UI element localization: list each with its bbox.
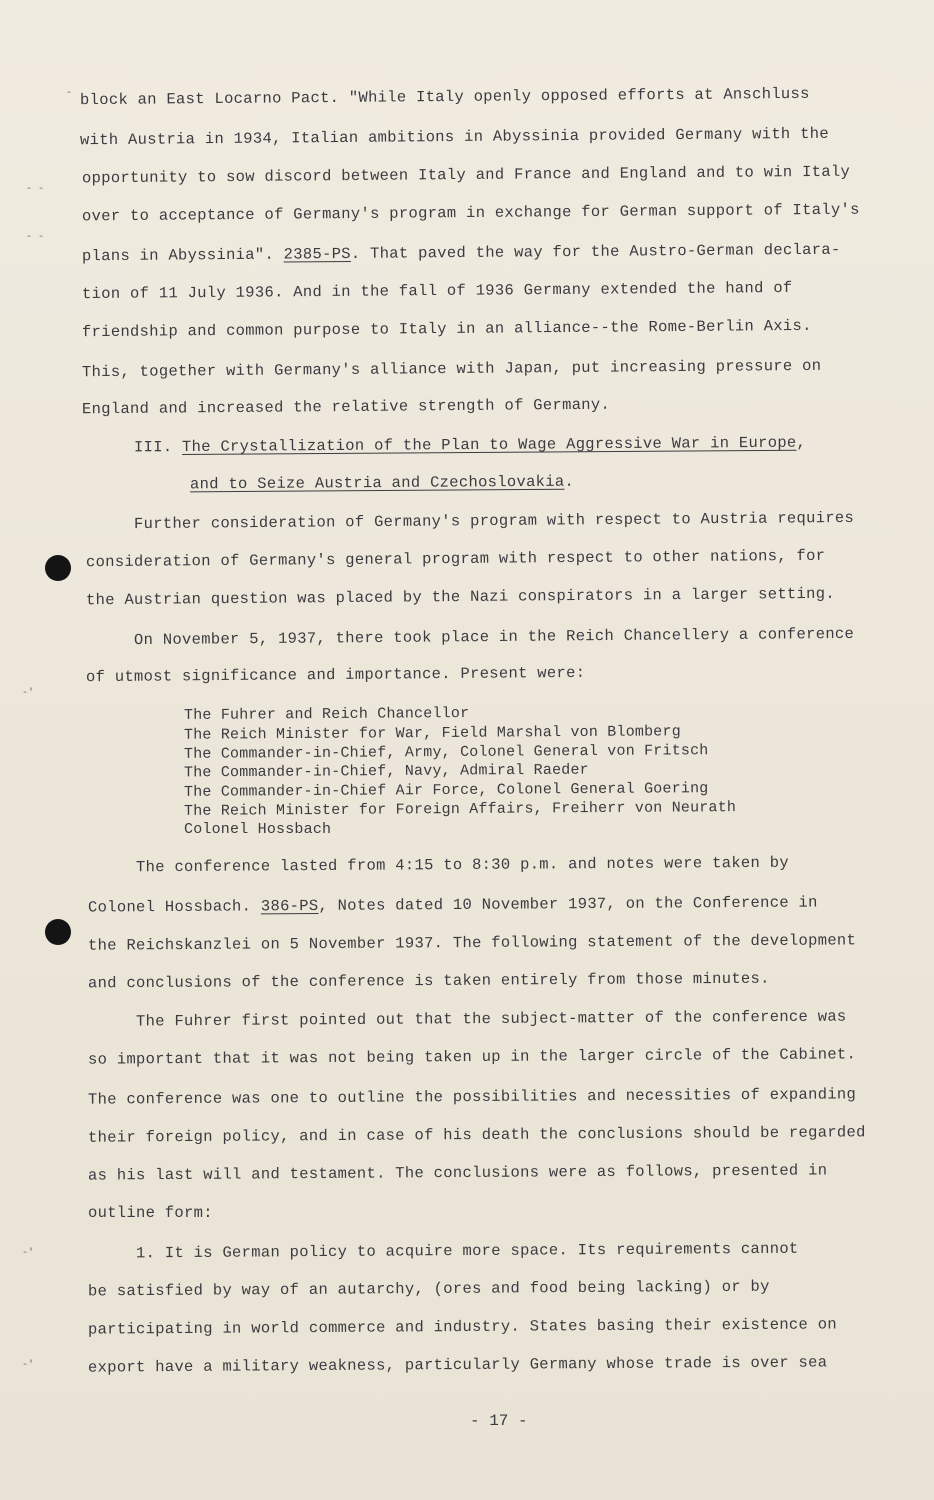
attendee-item: The Commander-in-Chief, Navy, Admiral Raeder: [183, 761, 589, 782]
para6-line: participating in world commerce and industry. States basing their existence on: [87, 1315, 837, 1339]
attendee-item: The Fuhrer and Reich Chancellor: [183, 705, 470, 724]
text-fragment: plans in Abyssinia".: [81, 245, 275, 266]
para5-line: The Fuhrer first pointed out that the subject-matter of the conference was: [135, 1007, 847, 1031]
section-title-line2: and to Seize Austria and Czechoslovakia: [189, 472, 565, 494]
margin-mark: -: [66, 88, 73, 99]
page-number: - 17 -: [470, 1412, 528, 1430]
para5-line: outline form:: [88, 1204, 213, 1222]
para5-line: so important that it was not being taken up in the larger circle of the Cabinet.: [87, 1045, 857, 1069]
margin-mark: - -: [26, 184, 45, 195]
attendee-item: Colonel Hossbach: [184, 821, 332, 838]
text-fragment: , Notes dated 10 November 1937, on the Conference in: [318, 893, 818, 915]
para1-line: over to acceptance of Germany's program in exchange for German support of Italy's: [81, 200, 860, 226]
margin-mark: -': [22, 1360, 35, 1371]
margin-mark: -': [22, 1248, 35, 1259]
para2-line: the Austrian question was placed by the Nazi conspirators in a larger setting.: [85, 584, 835, 610]
para4-line: and conclusions of the conference is taken entirely from those minutes.: [87, 969, 770, 993]
section-heading-cont: [190, 473, 574, 494]
para5-line: as his last will and testament. The conclusions were as follows, presented in: [87, 1161, 828, 1185]
para5-line: The conference was one to outline the possibilities and necessities of expanding: [87, 1085, 857, 1109]
para1-line: opportunity to sow discord between Italy and France and England and to win Italy: [81, 162, 851, 188]
para6-line: be satisfied by way of an autarchy, (ores and food being lacking) or by: [87, 1277, 770, 1301]
attendee-item: The Commander-in-Chief Air Force, Colonel General Goering: [183, 780, 709, 801]
section-numeral: III.: [133, 438, 173, 457]
para6-line: 1. It is German policy to acquire more space. Its requirements cannot: [135, 1239, 799, 1263]
section-title-line1: The Crystallization of the Plan to Wage Aggressive War in Europe: [181, 433, 797, 457]
para4-line: The conference lasted from 4:15 to 8:30 p.m. and notes were taken by: [135, 853, 789, 877]
document-reference-link[interactable]: 386-PS: [260, 896, 319, 916]
para1-line: friendship and common purpose to Italy in an alliance--the Rome-Berlin Axis.: [81, 316, 812, 342]
para3-line: of utmost significance and importance. Present were:: [85, 663, 586, 687]
attendee-item: The Commander-in-Chief, Army, Colonel General von Fritsch: [183, 742, 709, 763]
para1-line: [82, 241, 841, 266]
punch-hole: [45, 919, 71, 945]
para1-line: This, together with Germany's alliance with Japan, put increasing pressure on: [81, 356, 822, 382]
para4-line: [88, 893, 818, 916]
para4-line: the Reichskanzlei on 5 November 1937. The following statement of the development: [87, 931, 857, 955]
para5-line: their foreign policy, and in case of his death the conclusions should be regarded: [87, 1123, 866, 1147]
para1-line: England and increased the relative strength of Germany.: [81, 395, 611, 419]
punctuation: .: [564, 472, 575, 491]
para1-line: block an East Locarno Pact. "While Italy openly opposed efforts at Anschluss: [79, 84, 810, 110]
para1-line: with Austria in 1934, Italian ambitions in Abyssinia provided Germany with the: [79, 124, 829, 150]
para2-line: consideration of Germany's general program with respect to other nations, for: [85, 546, 826, 572]
section-heading: [134, 434, 806, 457]
para6-line: export have a military weakness, particularly Germany whose trade is over sea: [87, 1353, 828, 1377]
punctuation: ,: [796, 433, 807, 452]
margin-mark: - -: [26, 232, 45, 243]
attendee-item: The Reich Minister for War, Field Marshal von Blomberg: [183, 723, 681, 744]
text-fragment: Colonel Hossbach.: [87, 897, 252, 917]
punch-hole: [45, 555, 71, 581]
para1-line: tion of 11 July 1936. And in the fall of 1936 Germany extended the hand of: [81, 278, 793, 304]
para3-line: On November 5, 1937, there took place in the Reich Chancellery a conference: [133, 624, 855, 650]
margin-mark: -': [22, 688, 35, 699]
document-reference-link[interactable]: 2385-PS: [283, 244, 351, 264]
text-fragment: . That paved the way for the Austro-German declara-: [350, 240, 841, 263]
para2-line: Further consideration of Germany's program with respect to Austria requires: [133, 508, 855, 534]
attendee-item: The Reich Minister for Foreign Affairs, Freiherr von Neurath: [183, 799, 737, 820]
